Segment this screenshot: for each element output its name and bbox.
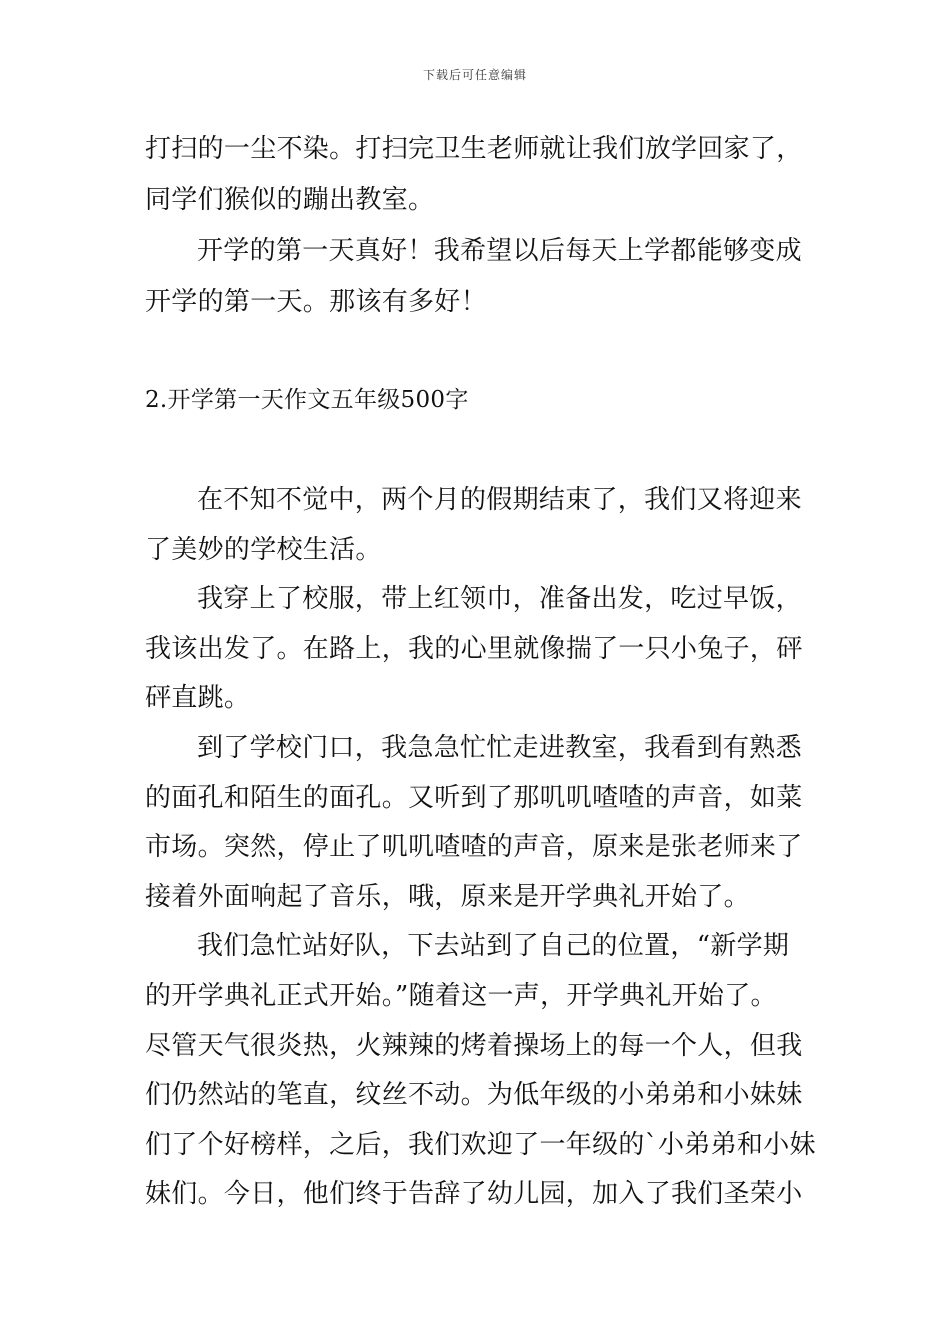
section-heading: 2.开学第一天作文五年级500字 [145, 387, 469, 413]
text-line: 妹们。今日，他们终于告辞了幼儿园，加入了我们圣荣小 [145, 1179, 803, 1209]
text-line: 们仍然站的笔直，纹丝不动。为低年级的小弟弟和小妹妹 [145, 1080, 803, 1110]
text-line: 尽管天气很炎热，火辣辣的烤着操场上的每一个人，但我 [145, 1031, 803, 1061]
text-line: 的面孔和陌生的面孔。又听到了那叽叽喳喳的声音，如菜 [145, 783, 803, 813]
text-line: 我该出发了。在路上，我的心里就像揣了一只小兔子，砰 [145, 634, 803, 664]
text-line: 我穿上了校服，带上红领巾，准备出发，吃过早饭， [197, 584, 802, 614]
text-line: 我们急忙站好队，下去站到了自己的位置，“新学期 [197, 931, 790, 961]
text-line: 们了个好榜样，之后，我们欢迎了一年级的`小弟弟和小妹 [145, 1130, 816, 1160]
text-line: 市场。突然，停止了叽叽喳喳的声音，原来是张老师来了 [145, 832, 803, 862]
text-line: 在不知不觉中，两个月的假期结束了，我们又将迎来 [197, 485, 802, 515]
text-line: 同学们猴似的蹦出教室。 [145, 185, 435, 215]
text-line: 接着外面响起了音乐，哦，原来是开学典礼开始了。 [145, 882, 750, 912]
text-line: 开学的第一天真好！我希望以后每天上学都能够变成 [197, 236, 802, 266]
text-line: 了美妙的学校生活。 [145, 535, 382, 565]
text-line: 到了学校门口，我急急忙忙走进教室，我看到有熟悉 [197, 733, 802, 763]
text-line: 打扫的一尘不染。打扫完卫生老师就让我们放学回家了， [145, 134, 803, 164]
text-line: 开学的第一天。那该有多好！ [145, 287, 487, 317]
text-line: 砰直跳。 [145, 683, 251, 713]
text-line: 的开学典礼正式开始。”随着这一声，开学典礼开始了。 [145, 981, 777, 1011]
page-header: 下载后可任意编辑 [422, 68, 527, 82]
